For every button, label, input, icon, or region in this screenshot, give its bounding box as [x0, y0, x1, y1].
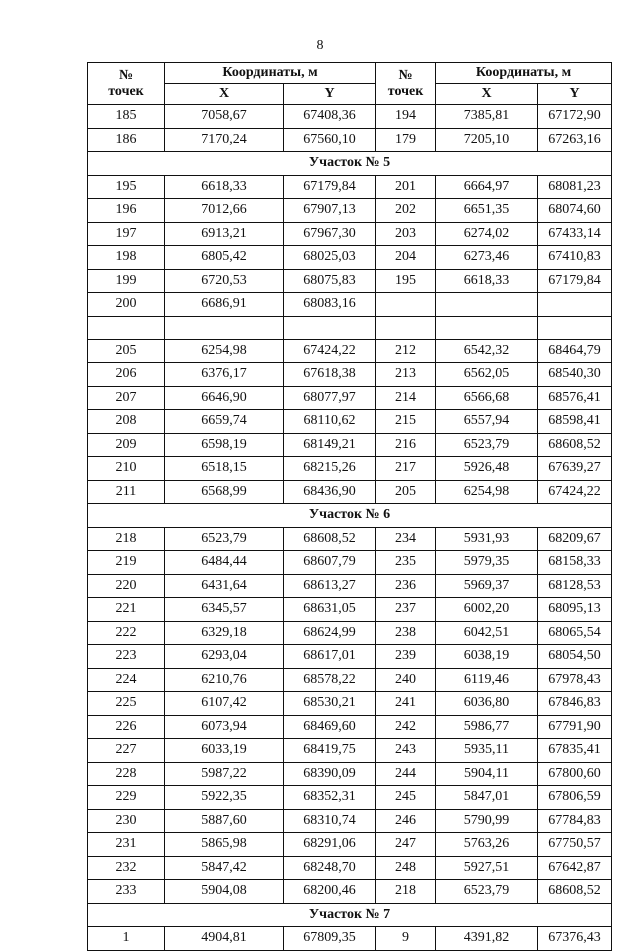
- point-number-right: 218: [376, 880, 436, 904]
- x-coordinate-left: 6805,42: [165, 246, 284, 270]
- y-header-right: Y: [538, 84, 612, 105]
- x-coordinate-right: 5979,35: [436, 551, 538, 575]
- y-coordinate-left: 68617,01: [284, 645, 376, 669]
- point-number-right: 238: [376, 621, 436, 645]
- point-number-left: 198: [88, 246, 165, 270]
- point-number-right: [376, 293, 436, 317]
- points-label: точек: [108, 83, 144, 99]
- point-number-right: 248: [376, 856, 436, 880]
- y-coordinate-left: 68110,62: [284, 410, 376, 434]
- x-coordinate-right: [436, 316, 538, 339]
- point-number-left: 197: [88, 222, 165, 246]
- y-coordinate-right: 68608,52: [538, 880, 612, 904]
- table-row: [88, 293, 612, 317]
- x-coordinate-right: 5986,77: [436, 715, 538, 739]
- section-row: [88, 903, 612, 927]
- y-coordinate-left: 68291,06: [284, 833, 376, 857]
- table-row: [88, 762, 612, 786]
- table-row: [88, 739, 612, 763]
- coordinates-header-left: Координаты, м: [165, 63, 376, 84]
- point-number-right: 235: [376, 551, 436, 575]
- table-body: [88, 105, 612, 951]
- point-number-right: 244: [376, 762, 436, 786]
- table-row: [88, 692, 612, 716]
- y-coordinate-left: 68631,05: [284, 598, 376, 622]
- x-coordinate-left: 6568,99: [165, 480, 284, 504]
- y-coordinate-left: 67618,38: [284, 363, 376, 387]
- section-row: [88, 504, 612, 528]
- y-coordinate-right: 68128,53: [538, 574, 612, 598]
- x-coordinate-left: 6107,42: [165, 692, 284, 716]
- x-coordinate-left: 6523,79: [165, 527, 284, 551]
- table-row: [88, 551, 612, 575]
- point-number-right: 239: [376, 645, 436, 669]
- y-coordinate-left: 68075,83: [284, 269, 376, 293]
- y-coordinate-left: 68469,60: [284, 715, 376, 739]
- x-coordinate-right: 6542,32: [436, 339, 538, 363]
- x-coordinate-left: 5887,60: [165, 809, 284, 833]
- point-number-left: 219: [88, 551, 165, 575]
- x-coordinate-right: 6042,51: [436, 621, 538, 645]
- page-number: 8: [316, 38, 324, 53]
- y-coordinate-right: 68464,79: [538, 339, 612, 363]
- y-coordinate-right: 68065,54: [538, 621, 612, 645]
- point-number-left: 205: [88, 339, 165, 363]
- x-coordinate-left: 5904,08: [165, 880, 284, 904]
- section-title: Участок № 5: [88, 152, 612, 176]
- point-number-left: 222: [88, 621, 165, 645]
- point-number-left: 221: [88, 598, 165, 622]
- y-coordinate-right: 67800,60: [538, 762, 612, 786]
- y-header-left: Y: [284, 84, 376, 105]
- x-coordinate-right: 4391,82: [436, 927, 538, 951]
- point-number-right: 216: [376, 433, 436, 457]
- x-coordinate-right: 6274,02: [436, 222, 538, 246]
- points-label: точек: [387, 83, 424, 99]
- x-coordinate-right: 5763,26: [436, 833, 538, 857]
- x-coordinate-left: 5865,98: [165, 833, 284, 857]
- table-row: [88, 715, 612, 739]
- y-coordinate-right: 68158,33: [538, 551, 612, 575]
- y-coordinate-left: 68025,03: [284, 246, 376, 270]
- y-coordinate-left: 68608,52: [284, 527, 376, 551]
- table-row: [88, 269, 612, 293]
- x-coordinate-right: 6254,98: [436, 480, 538, 504]
- point-number-left: 225: [88, 692, 165, 716]
- y-coordinate-left: 68613,27: [284, 574, 376, 598]
- y-coordinate-left: 68578,22: [284, 668, 376, 692]
- y-coordinate-right: 68054,50: [538, 645, 612, 669]
- number-sign-label: №: [398, 67, 413, 83]
- x-coordinate-left: 6598,19: [165, 433, 284, 457]
- x-coordinate-left: 6376,17: [165, 363, 284, 387]
- y-coordinate-right: 67806,59: [538, 786, 612, 810]
- table-row: [88, 880, 612, 904]
- point-number-right: 246: [376, 809, 436, 833]
- table-row: [88, 480, 612, 504]
- x-header-right: X: [436, 84, 538, 105]
- table-row: [88, 175, 612, 199]
- x-coordinate-left: 6073,94: [165, 715, 284, 739]
- point-number-right: 236: [376, 574, 436, 598]
- point-number-right: 241: [376, 692, 436, 716]
- x-coordinate-left: 6720,53: [165, 269, 284, 293]
- y-coordinate-left: 68310,74: [284, 809, 376, 833]
- y-coordinate-right: 67750,57: [538, 833, 612, 857]
- x-coordinate-right: 6002,20: [436, 598, 538, 622]
- x-coordinate-right: 6557,94: [436, 410, 538, 434]
- table-row: [88, 433, 612, 457]
- y-coordinate-left: 67809,35: [284, 927, 376, 951]
- table-row: [88, 386, 612, 410]
- table-row: [88, 668, 612, 692]
- x-coordinate-left: 7058,67: [165, 105, 284, 129]
- y-coordinate-left: 68530,21: [284, 692, 376, 716]
- x-coordinate-right: 5904,11: [436, 762, 538, 786]
- point-number-left: 218: [88, 527, 165, 551]
- section-row: [88, 152, 612, 176]
- point-number-right: 9: [376, 927, 436, 951]
- x-coordinate-left: 5987,22: [165, 762, 284, 786]
- x-coordinate-right: 6618,33: [436, 269, 538, 293]
- y-coordinate-left: 68083,16: [284, 293, 376, 317]
- y-coordinate-left: 68436,90: [284, 480, 376, 504]
- y-coordinate-left: 68624,99: [284, 621, 376, 645]
- table-row: [88, 363, 612, 387]
- x-coordinate-left: 4904,81: [165, 927, 284, 951]
- x-coordinate-right: 6036,80: [436, 692, 538, 716]
- x-coordinate-right: 7385,81: [436, 105, 538, 129]
- table-row: [88, 927, 612, 951]
- y-coordinate-right: 67410,83: [538, 246, 612, 270]
- point-number-left: 210: [88, 457, 165, 481]
- table-row: [88, 574, 612, 598]
- y-coordinate-left: 67179,84: [284, 175, 376, 199]
- point-number-right: 195: [376, 269, 436, 293]
- x-coordinate-right: 6119,46: [436, 668, 538, 692]
- y-coordinate-left: 68215,26: [284, 457, 376, 481]
- y-coordinate-left: 68149,21: [284, 433, 376, 457]
- table-row: [88, 527, 612, 551]
- x-coordinate-left: 6518,15: [165, 457, 284, 481]
- y-coordinate-right: 68209,67: [538, 527, 612, 551]
- y-coordinate-right: 67424,22: [538, 480, 612, 504]
- point-number-left: 209: [88, 433, 165, 457]
- point-number-left: 196: [88, 199, 165, 223]
- point-number-right: 204: [376, 246, 436, 270]
- table-row: [88, 339, 612, 363]
- y-coordinate-right: [538, 316, 612, 339]
- x-coordinate-left: 7170,24: [165, 128, 284, 152]
- point-number-left: 229: [88, 786, 165, 810]
- point-number-right: 242: [376, 715, 436, 739]
- point-number-header-left: [88, 63, 165, 105]
- point-number-left: 195: [88, 175, 165, 199]
- point-number-right: 217: [376, 457, 436, 481]
- table-row: [88, 199, 612, 223]
- y-coordinate-left: 68390,09: [284, 762, 376, 786]
- x-coordinate-right: 6562,05: [436, 363, 538, 387]
- point-number-right: 201: [376, 175, 436, 199]
- y-coordinate-right: 67263,16: [538, 128, 612, 152]
- x-coordinate-left: 6033,19: [165, 739, 284, 763]
- y-coordinate-right: 67835,41: [538, 739, 612, 763]
- point-number-right: 234: [376, 527, 436, 551]
- table-row: [88, 645, 612, 669]
- point-number-right: 243: [376, 739, 436, 763]
- y-coordinate-right: 67642,87: [538, 856, 612, 880]
- y-coordinate-right: 67846,83: [538, 692, 612, 716]
- y-coordinate-right: 67433,14: [538, 222, 612, 246]
- y-coordinate-right: 68540,30: [538, 363, 612, 387]
- point-number-header-right: [376, 63, 436, 105]
- point-number-left: 230: [88, 809, 165, 833]
- table-row: [88, 316, 612, 339]
- y-coordinate-left: 68077,97: [284, 386, 376, 410]
- x-coordinate-left: 5922,35: [165, 786, 284, 810]
- y-coordinate-right: 67978,43: [538, 668, 612, 692]
- point-number-right: 179: [376, 128, 436, 152]
- y-coordinate-left: 68200,46: [284, 880, 376, 904]
- x-coordinate-left: 6659,74: [165, 410, 284, 434]
- x-coordinate-right: 6523,79: [436, 433, 538, 457]
- y-coordinate-right: 67639,27: [538, 457, 612, 481]
- y-coordinate-right: 67172,90: [538, 105, 612, 129]
- point-number-left: 206: [88, 363, 165, 387]
- point-number-left: 220: [88, 574, 165, 598]
- y-coordinate-left: [284, 316, 376, 339]
- x-coordinate-left: 6210,76: [165, 668, 284, 692]
- y-coordinate-right: 67791,90: [538, 715, 612, 739]
- table-row: [88, 786, 612, 810]
- point-number-left: 233: [88, 880, 165, 904]
- point-number-left: [88, 316, 165, 339]
- coordinates-table: [87, 62, 612, 951]
- point-number-left: 231: [88, 833, 165, 857]
- x-coordinate-left: 6484,44: [165, 551, 284, 575]
- point-number-right: 245: [376, 786, 436, 810]
- point-number-left: 186: [88, 128, 165, 152]
- point-number-right: 214: [376, 386, 436, 410]
- point-number-left: 199: [88, 269, 165, 293]
- x-coordinate-left: 6254,98: [165, 339, 284, 363]
- y-coordinate-left: 68607,79: [284, 551, 376, 575]
- x-header-left: X: [165, 84, 284, 105]
- y-coordinate-right: 67179,84: [538, 269, 612, 293]
- number-sign-label: №: [118, 67, 134, 83]
- point-number-left: 185: [88, 105, 165, 129]
- y-coordinate-left: 67424,22: [284, 339, 376, 363]
- x-coordinate-right: 5790,99: [436, 809, 538, 833]
- x-coordinate-left: 6646,90: [165, 386, 284, 410]
- point-number-right: 247: [376, 833, 436, 857]
- x-coordinate-right: 5926,48: [436, 457, 538, 481]
- x-coordinate-right: 6273,46: [436, 246, 538, 270]
- point-number-right: 213: [376, 363, 436, 387]
- y-coordinate-right: [538, 293, 612, 317]
- point-number-right: 205: [376, 480, 436, 504]
- x-coordinate-right: [436, 293, 538, 317]
- point-number-left: 207: [88, 386, 165, 410]
- x-coordinate-left: 6686,91: [165, 293, 284, 317]
- x-coordinate-right: 6651,35: [436, 199, 538, 223]
- y-coordinate-right: 68081,23: [538, 175, 612, 199]
- x-coordinate-left: 6913,21: [165, 222, 284, 246]
- x-coordinate-right: 6523,79: [436, 880, 538, 904]
- point-number-left: 232: [88, 856, 165, 880]
- point-number-left: 208: [88, 410, 165, 434]
- table-row: [88, 222, 612, 246]
- point-number-left: 227: [88, 739, 165, 763]
- point-number-left: 224: [88, 668, 165, 692]
- table-row: [88, 246, 612, 270]
- point-number-left: 211: [88, 480, 165, 504]
- point-number-right: 194: [376, 105, 436, 129]
- coordinates-header-right: Координаты, м: [436, 63, 612, 84]
- x-coordinate-left: 6431,64: [165, 574, 284, 598]
- x-coordinate-right: 6038,19: [436, 645, 538, 669]
- x-coordinate-right: 6664,97: [436, 175, 538, 199]
- y-coordinate-left: 68419,75: [284, 739, 376, 763]
- table-row: [88, 621, 612, 645]
- section-title: Участок № 6: [88, 504, 612, 528]
- table-row: [88, 598, 612, 622]
- y-coordinate-left: 68248,70: [284, 856, 376, 880]
- x-coordinate-left: 6618,33: [165, 175, 284, 199]
- point-number-right: [376, 316, 436, 339]
- point-number-left: 228: [88, 762, 165, 786]
- y-coordinate-right: 67376,43: [538, 927, 612, 951]
- x-coordinate-left: 6345,57: [165, 598, 284, 622]
- x-coordinate-left: 6293,04: [165, 645, 284, 669]
- x-coordinate-right: 7205,10: [436, 128, 538, 152]
- y-coordinate-right: 68608,52: [538, 433, 612, 457]
- x-coordinate-right: 5935,11: [436, 739, 538, 763]
- y-coordinate-right: 67784,83: [538, 809, 612, 833]
- x-coordinate-left: [165, 316, 284, 339]
- y-coordinate-left: 68352,31: [284, 786, 376, 810]
- table-row: [88, 410, 612, 434]
- table-row: [88, 128, 612, 152]
- point-number-left: 223: [88, 645, 165, 669]
- table-row: [88, 833, 612, 857]
- point-number-left: 226: [88, 715, 165, 739]
- table-row: [88, 809, 612, 833]
- y-coordinate-right: 68095,13: [538, 598, 612, 622]
- x-coordinate-right: 5931,93: [436, 527, 538, 551]
- y-coordinate-left: 67967,30: [284, 222, 376, 246]
- point-number-left: 200: [88, 293, 165, 317]
- y-coordinate-left: 67408,36: [284, 105, 376, 129]
- x-coordinate-left: 7012,66: [165, 199, 284, 223]
- point-number-right: 237: [376, 598, 436, 622]
- x-coordinate-right: 5969,37: [436, 574, 538, 598]
- point-number-right: 203: [376, 222, 436, 246]
- y-coordinate-left: 67907,13: [284, 199, 376, 223]
- point-number-right: 212: [376, 339, 436, 363]
- table-row: [88, 856, 612, 880]
- table-row: [88, 457, 612, 481]
- y-coordinate-right: 68598,41: [538, 410, 612, 434]
- section-title: Участок № 7: [88, 903, 612, 927]
- point-number-right: 215: [376, 410, 436, 434]
- y-coordinate-right: 68576,41: [538, 386, 612, 410]
- y-coordinate-right: 68074,60: [538, 199, 612, 223]
- x-coordinate-left: 5847,42: [165, 856, 284, 880]
- y-coordinate-left: 67560,10: [284, 128, 376, 152]
- table-row: [88, 105, 612, 129]
- point-number-left: 1: [88, 927, 165, 951]
- x-coordinate-right: 5927,51: [436, 856, 538, 880]
- x-coordinate-right: 6566,68: [436, 386, 538, 410]
- point-number-right: 240: [376, 668, 436, 692]
- point-number-right: 202: [376, 199, 436, 223]
- x-coordinate-right: 5847,01: [436, 786, 538, 810]
- x-coordinate-left: 6329,18: [165, 621, 284, 645]
